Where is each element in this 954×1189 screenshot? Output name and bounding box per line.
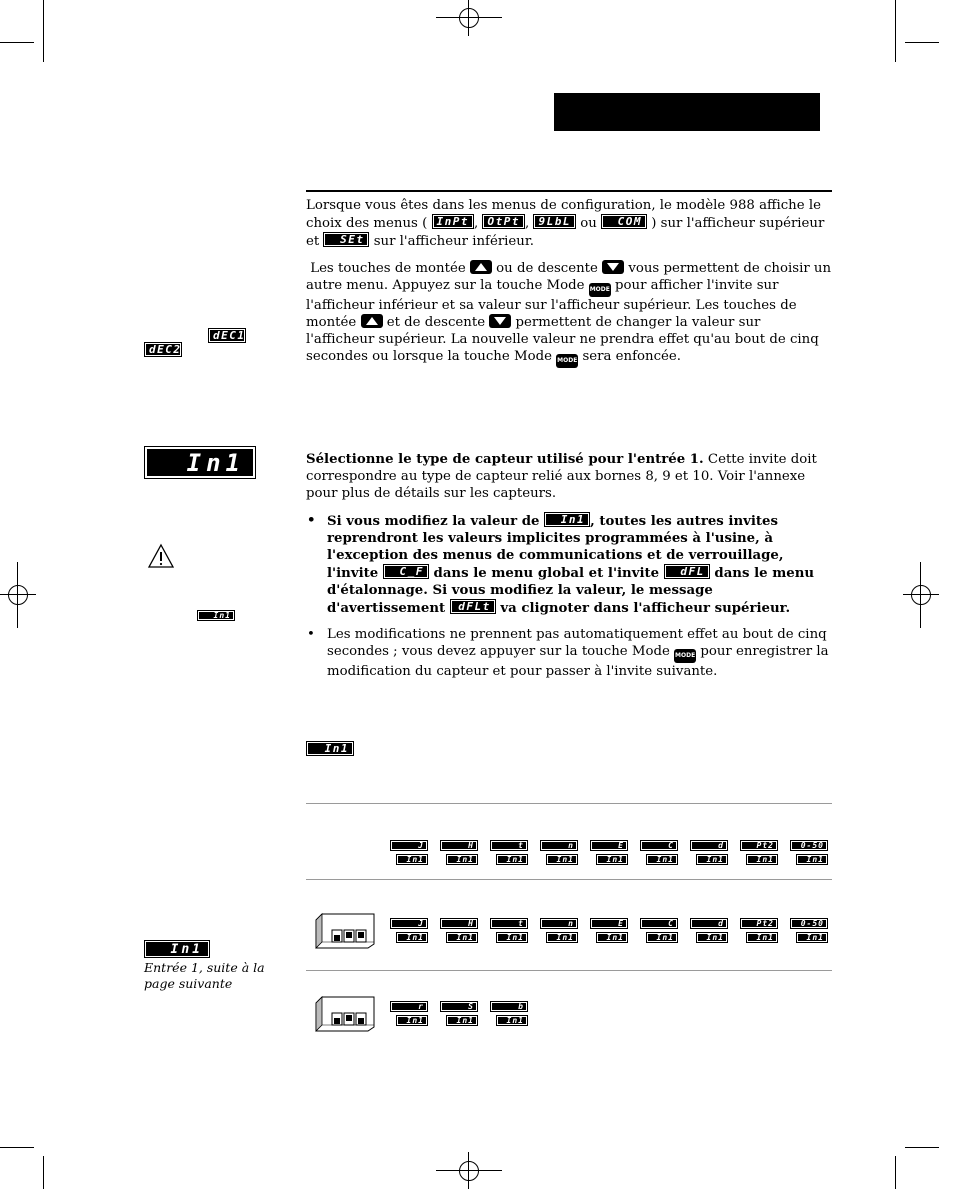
display-glbl: 9LbL (533, 214, 576, 229)
sensor-option-label: In1 (696, 932, 728, 943)
sensor-option-label: In1 (646, 854, 678, 865)
crop-mark (905, 42, 939, 43)
sensor-option-label: In1 (696, 854, 728, 865)
sensor-option: t (490, 918, 528, 929)
sensor-option: 0-50 (790, 918, 828, 929)
display-in1-tag: In1 (306, 741, 354, 756)
crop-mark (905, 1147, 939, 1148)
sensor-option: d (690, 918, 728, 929)
sensor-option: E (590, 840, 628, 851)
down-arrow-key-icon (489, 314, 511, 328)
crop-mark (0, 1147, 34, 1148)
sensor-option: E (590, 918, 628, 929)
down-arrow-key-icon (602, 260, 624, 274)
bullet-list (306, 512, 832, 689)
display-cf: C_F (383, 564, 429, 579)
sensor-option: H (440, 840, 478, 851)
section-rule (306, 190, 832, 192)
section-lead: Sélectionne le type de capteur utilisé pour l'entrée 1. Cette invite doit correspondre au type de capteur relié aux bornes 8, 9 et 10. Voir l'annexe pour plus de détails sur les capteurs. (306, 452, 817, 501)
table-rule (306, 879, 832, 880)
header-bar (554, 93, 820, 131)
crop-mark (895, 0, 896, 62)
warning-icon (147, 543, 175, 569)
crop-mark (43, 1156, 44, 1189)
sensor-option: Pt2 (740, 918, 778, 929)
sensor-option-label: In1 (446, 932, 478, 943)
crop-mark (0, 42, 34, 43)
sensor-option-label: In1 (496, 1015, 528, 1026)
up-arrow-key-icon (470, 260, 492, 274)
display-set: SEt (323, 232, 369, 247)
sensor-option-label: In1 (596, 854, 628, 865)
sensor-option-label: In1 (496, 854, 528, 865)
sensor-option-label: In1 (496, 932, 528, 943)
sensor-option: n (540, 840, 578, 851)
display-comm: COM (601, 214, 647, 229)
sensor-option-label: In1 (396, 932, 428, 943)
sensor-option: C (640, 840, 678, 851)
display-otpt: OtPt (482, 214, 525, 229)
sensor-option-label: In1 (796, 854, 828, 865)
sensor-option-label: In1 (746, 854, 778, 865)
sensor-option: d (690, 840, 728, 851)
display-in1: In1 (544, 512, 590, 527)
sensor-option-label: In1 (446, 854, 478, 865)
intro-paragraph-1: Lorsque vous êtes dans les menus de configuration, le modèle 988 affiche le choix des menus ( InPt , OtPt , 9LbL ou COM ) sur l'afficheur supérieur et SEt sur l'afficheur inférieur. (306, 198, 825, 249)
table-rule (306, 803, 832, 804)
big-display-in1: In1 (144, 446, 256, 479)
sensor-option: r (390, 1001, 428, 1012)
sensor-option-label: In1 (546, 932, 578, 943)
sensor-option: S (440, 1001, 478, 1012)
up-arrow-key-icon (361, 314, 383, 328)
sensor-option: C (640, 918, 678, 929)
crop-mark (895, 1156, 896, 1189)
sensor-option: b (490, 1001, 528, 1012)
mid-display-in1: In1 (144, 940, 210, 958)
mode-key-icon: MODE (556, 354, 578, 368)
sensor-option: J (390, 840, 428, 851)
mode-key-icon: MODE (674, 649, 696, 663)
mode-key-icon: MODE (589, 283, 611, 297)
bullet-item-mode: • Les modifications ne prennent pas automatiquement effet au bout de cinq secondes ; vous devez appuyer sur la touche Mode MODE pour enregistrer la modification du capteur et pour passer à l'invite suivante. (306, 626, 832, 680)
sensor-option: J (390, 918, 428, 929)
sensor-option-label: In1 (646, 932, 678, 943)
sensor-option-label: In1 (746, 932, 778, 943)
intro-paragraph-2: Les touches de montée ou de descente vous permettent de choisir un autre menu. Appuyez sur la touche Mode MODE pour afficher l'invite sur l'afficheur inférieur et sa valeur sur l'afficheur supérieur. Les touches de montée et de descente permettent de changer la valeur sur l'afficheur supérieur. La nouvelle valeur ne prendra effet qu'au bout de cinq secondes ou lorsque la touche Mode MODE sera enfoncée. (306, 260, 832, 368)
dip-switch-icon (314, 995, 376, 1033)
bullet-item-warning: • Si vous modifiez la valeur de In1 , toutes les autres invites reprendront les valeurs implicites programmées à l'usine, à l'exception des menus de communications et de verrouillage, l'invite C_F dans le menu global et l'invite dFL dans le menu d'étalonnage. Si vous modifiez la valeur, le message d'avertissement dFLt va clignoter dans l'afficheur supérieur. (306, 512, 832, 617)
crop-mark (43, 0, 44, 62)
sensor-option-label: In1 (446, 1015, 478, 1026)
dip-switch-icon (314, 912, 376, 950)
display-dfl: dFL (664, 564, 710, 579)
margin-display-dec1: dEC1 (208, 328, 246, 343)
sensor-option: t (490, 840, 528, 851)
sensor-option: n (540, 918, 578, 929)
sensor-option: 0-50 (790, 840, 828, 851)
margin-display-dec2: dEC2 (144, 342, 182, 357)
display-dflt: dFLt (450, 599, 496, 614)
continuation-caption: Entrée 1, suite à la page suivante (144, 960, 265, 991)
sensor-option-label: In1 (596, 932, 628, 943)
sensor-option-label: In1 (546, 854, 578, 865)
sensor-option-label: In1 (796, 932, 828, 943)
margin-display-in1-small: In1 (197, 610, 235, 621)
sensor-option-label: In1 (396, 1015, 428, 1026)
sensor-option: Pt2 (740, 840, 778, 851)
sensor-option: H (440, 918, 478, 929)
display-inpt: InPt (432, 214, 475, 229)
sensor-option-label: In1 (396, 854, 428, 865)
table-rule (306, 970, 832, 971)
